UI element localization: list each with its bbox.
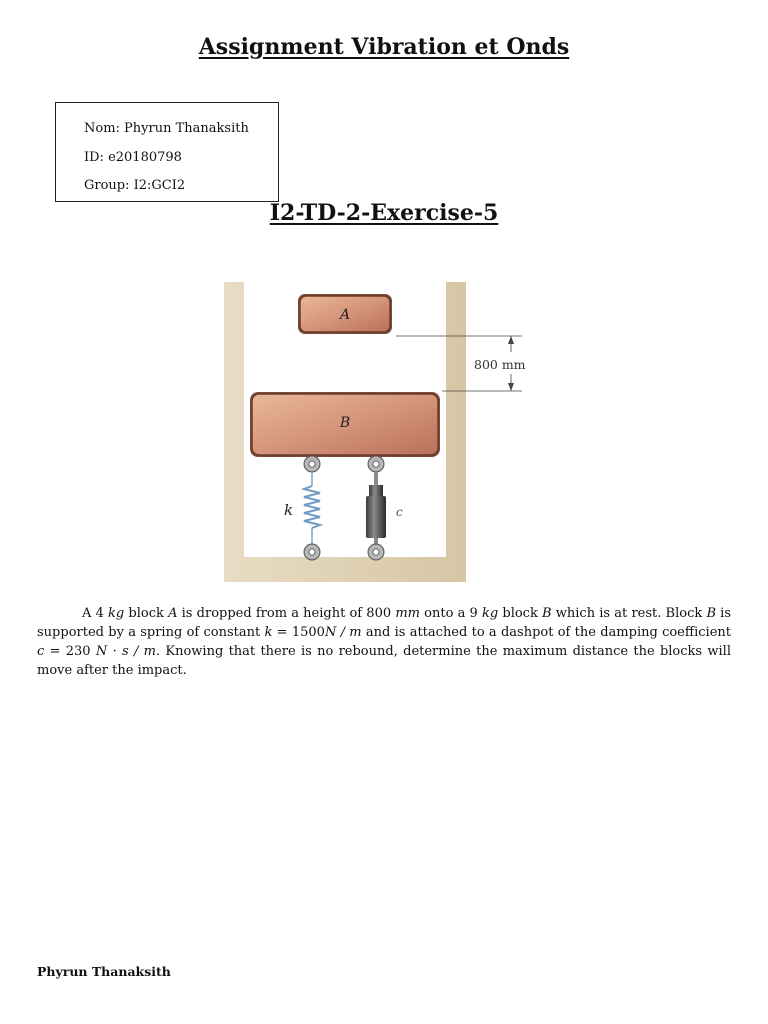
symbol-a: A: [168, 606, 178, 621]
mechanism-figure: [220, 280, 560, 585]
problem-text: = 1500: [272, 625, 325, 640]
problem-text: is supported by a spring of constant: [37, 606, 732, 640]
dimension-arrow-up: [508, 336, 514, 344]
unit-kg: kg: [108, 606, 125, 621]
dashpot-piston: [369, 485, 383, 497]
document-title: Assignment Vibration et Onds: [198, 34, 570, 60]
block-a-label: A: [339, 307, 351, 323]
dimension-label: 800 mm: [474, 357, 526, 372]
spring-bottom-eye-hole: [309, 549, 315, 555]
unit-mm: mm: [395, 606, 420, 621]
unit-ns-per-m: N · s / m: [95, 644, 156, 659]
student-id: ID: e20180798: [84, 149, 182, 165]
spring-top-eye-hole: [309, 461, 315, 467]
dashpot-top-eye-hole: [373, 461, 379, 467]
problem-text: onto a 9: [419, 606, 482, 621]
spring-label: k: [284, 501, 294, 519]
problem-text: is dropped from a height of 800: [177, 606, 396, 621]
problem-text: A 4: [82, 606, 109, 621]
dashpot-piston-rod: [374, 472, 378, 486]
footer-author: Phyrun Thanaksith: [37, 964, 171, 979]
problem-text: . Knowing that there is no rebound, determine the maximum distance the blocks will move after the impact.: [37, 644, 731, 678]
symbol-k: k: [264, 625, 273, 640]
student-info-box: [55, 102, 279, 202]
symbol-c: c: [37, 644, 45, 659]
spring-dashpot-diagram: [220, 280, 560, 585]
student-group: Group: I2:GCI2: [84, 178, 186, 193]
dashpot-cylinder: [366, 496, 386, 538]
block-b-label: B: [339, 415, 351, 431]
problem-text: and is attached to a dashpot of the damping coefficient: [361, 625, 731, 640]
symbol-b: B: [706, 606, 716, 621]
dashpot-bottom-eye-hole: [373, 549, 379, 555]
problem-text: = 230: [44, 644, 96, 659]
student-name: Nom: Phyrun Thanaksith: [84, 121, 249, 136]
problem-text: which is at rest. Block: [551, 606, 707, 621]
unit-n-per-m: N / m: [324, 625, 362, 640]
problem-text: block: [498, 606, 543, 621]
dashpot-label: c: [396, 505, 403, 519]
unit-kg: kg: [481, 606, 499, 621]
symbol-b: B: [542, 606, 552, 621]
problem-text: block: [124, 606, 169, 621]
problem-statement: [37, 604, 731, 680]
exercise-title: I2-TD-2-Exercise-5: [269, 200, 499, 226]
dimension-arrow-down: [508, 383, 514, 391]
